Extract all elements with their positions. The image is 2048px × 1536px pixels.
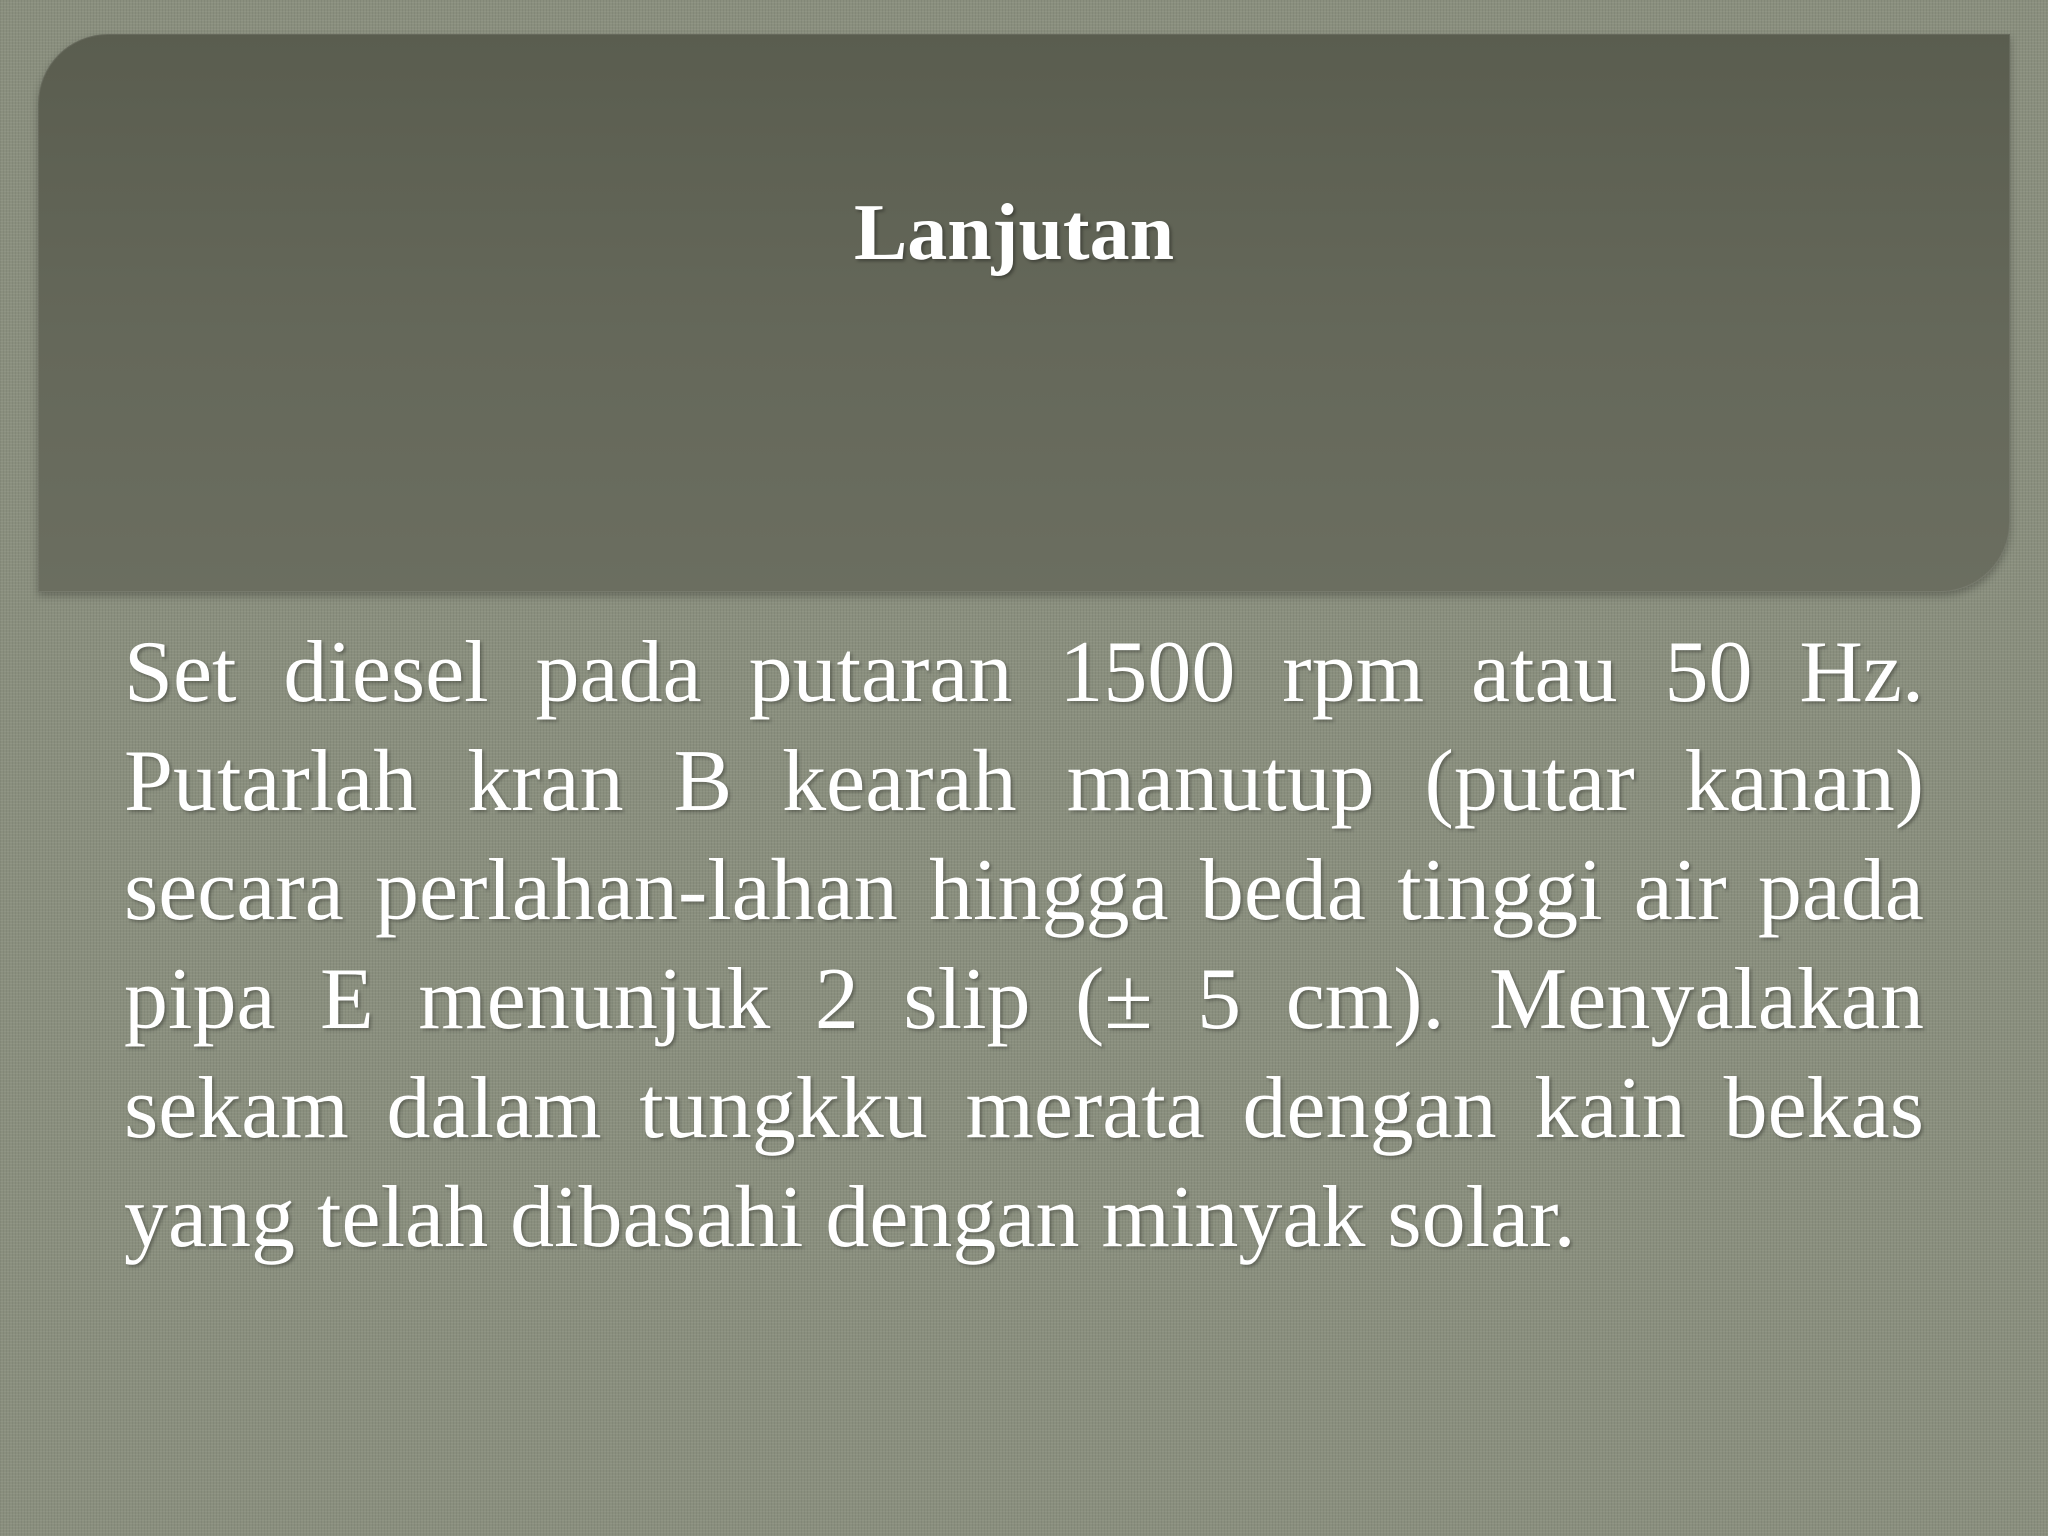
title-panel <box>38 34 2010 592</box>
slide-body-text: Set diesel pada putaran 1500 rpm atau 50 Hz. Putarlah kran B kearah manutup (putar kanan) secara perlahan-lahan hingga beda tinggi air pada pipa E menunjuk 2 slip (± 5 cm). Menyalakan sekam dalam tungkku merata dengan kain bekas yang telah dibasahi dengan minyak solar. <box>124 624 1924 1266</box>
slide-title: Lanjutan <box>853 189 1175 277</box>
